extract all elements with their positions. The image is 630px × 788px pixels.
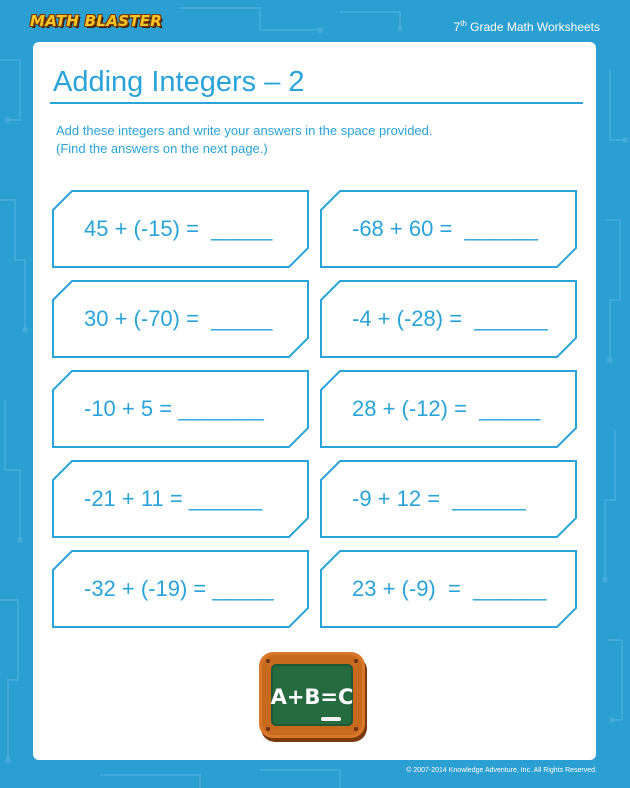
instructions [56,122,433,158]
page-title: Adding Integers – 2 [53,66,305,98]
problem-equation: -9 + 12 = ______ [352,486,526,511]
grade-label [453,19,600,34]
title-divider [50,102,583,104]
problem-equation: 45 + (-15) = _____ [84,216,273,241]
problem-equation: 30 + (-70) = _____ [84,306,273,331]
chalkboard-text: A+B=C [270,685,354,709]
problem-box [52,370,310,448]
grade-text: Grade Math Worksheets [466,20,600,34]
problem-box [52,550,310,628]
problem-box [320,550,578,628]
instruction-line: Add these integers and write your answers in the space provided. [56,123,433,138]
problem-box [52,190,310,268]
chalkboard-icon [259,652,369,744]
problem-equation: -68 + 60 = ______ [352,216,538,241]
problem-equation: -10 + 5 = _______ [84,396,264,421]
math-blaster-logo[interactable]: MATH BLASTER [30,12,163,30]
worksheet-paper [33,42,596,760]
problem-equation: -21 + 11 = ______ [84,486,263,511]
instruction-line: (Find the answers on the next page.) [56,141,268,156]
grade-suffix: th [460,19,467,28]
problem-box [52,280,310,358]
problem-equation: -4 + (-28) = ______ [352,306,548,331]
problem-box [52,460,310,538]
grade-number: 7 [453,20,461,34]
problem-box [320,280,578,358]
problem-equation: -32 + (-19) = _____ [84,576,274,601]
problem-equation: 28 + (-12) = _____ [352,396,541,421]
problem-equation: 23 + (-9) = ______ [352,576,547,601]
copyright-text: © 2007-2014 Knowledge Adventure, Inc. All Rights Reserved. [406,767,597,774]
problem-box [320,370,578,448]
problem-box [320,190,578,268]
problem-box [320,460,578,538]
